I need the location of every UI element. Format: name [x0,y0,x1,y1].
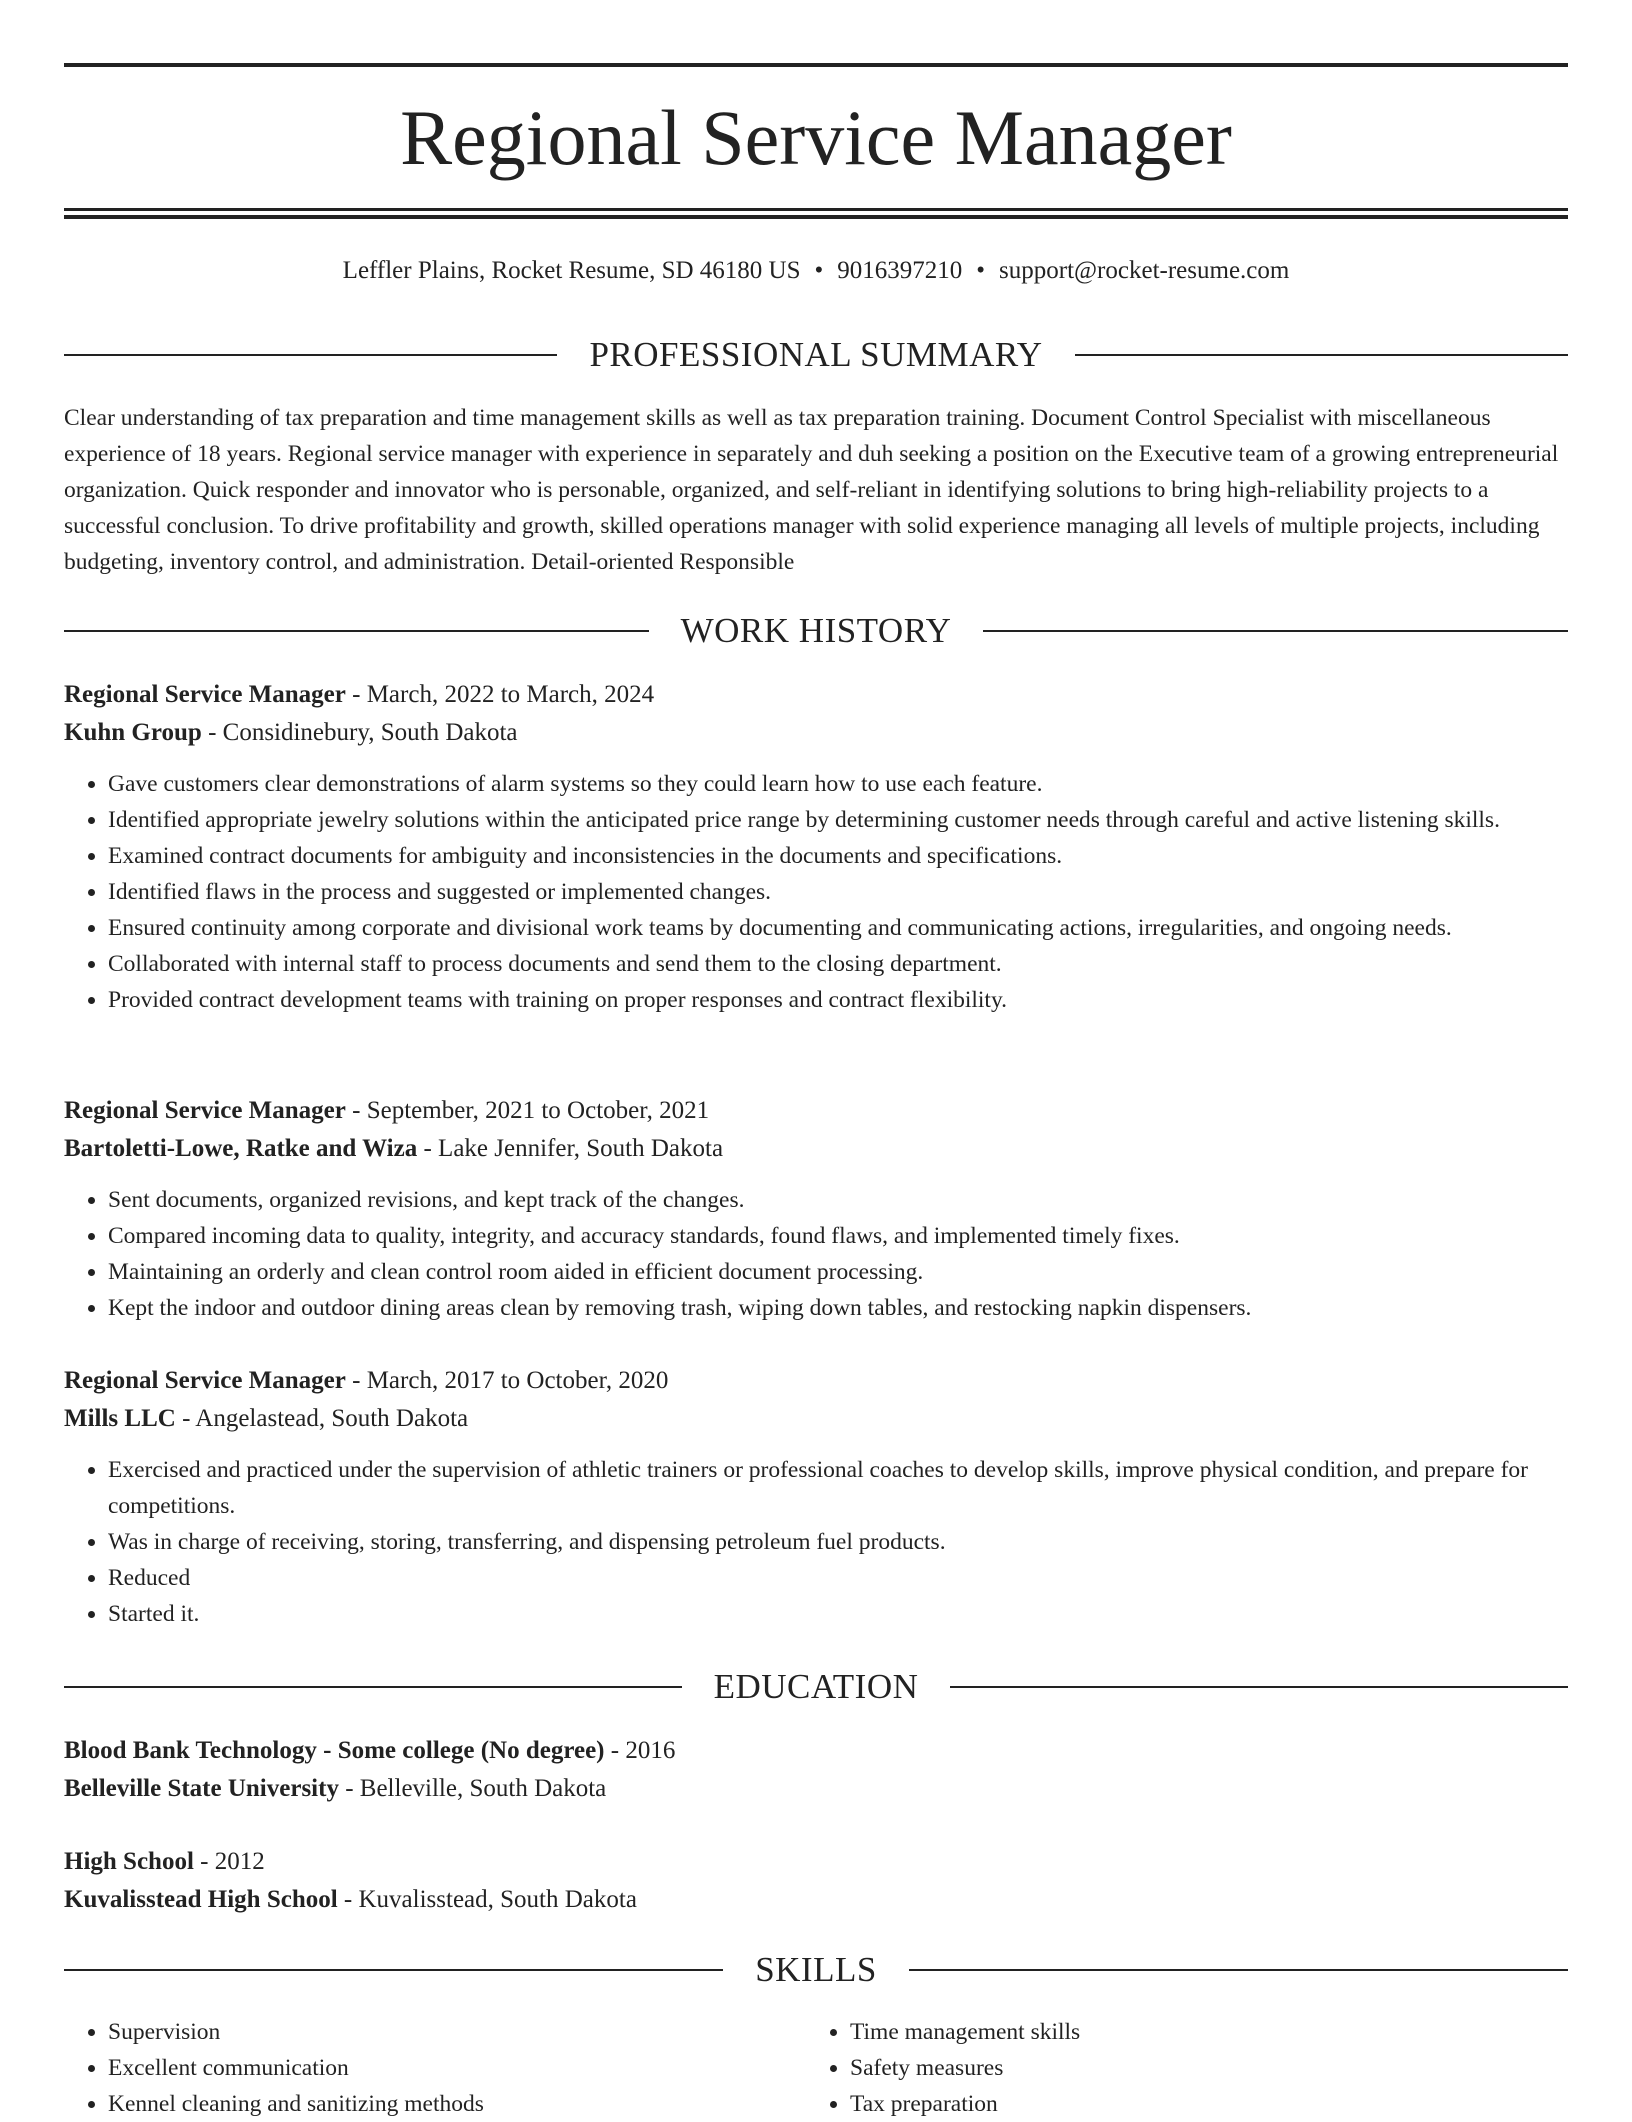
job-location: - Considinebury, South Dakota [201,719,518,746]
heading-rule [64,354,557,356]
skill-item: • Kennel cleaning and sanitizing methods [108,2086,806,2122]
education-location: - Belleville, South Dakota [338,1775,607,1802]
job-bullet: • Collaborated with internal staff to process documents and send them to the closing department. [108,946,1568,982]
education-school-line [64,1770,1568,1808]
contact-separator: • [814,257,824,284]
job-bullet: • Provided contract development teams with training on proper responses and contract flexibility. [108,982,1568,1018]
education-heading [64,1665,1568,1709]
job-title: Regional Service Manager [64,1097,346,1124]
job-company-line [64,714,1568,752]
job-bullets [64,1182,1568,1326]
job-bullet: • Identified appropriate jewelry solutions within the anticipated price range by determining customer needs through careful and active listening skills. [108,802,1568,838]
heading-rule [983,630,1568,632]
job-company-line [64,1400,1568,1438]
title-rule-lower [64,215,1568,219]
job-bullet: • Sent documents, organized revisions, and kept track of the changes. [108,1182,1568,1218]
job-bullet: • Started it. [108,1596,1568,1632]
job-title-line [64,1362,1568,1400]
page-title: Regional Service Manager [400,94,1232,181]
contact-address: Leffler Plains, Rocket Resume, SD 46180 US [342,257,801,284]
heading-rule [64,1969,723,1971]
job-bullet: • Maintaining an orderly and clean control room aided in efficient document processing. [108,1254,1568,1290]
job-bullets [64,1452,1568,1632]
education-heading-label: EDUCATION [713,1667,919,1706]
title-rule-upper [64,208,1568,211]
education-school-line [64,1881,1568,1919]
contact-line [64,254,1568,288]
job-bullet: • Examined contract documents for ambiguity and inconsistencies in the documents and specifications. [108,838,1568,874]
heading-rule [909,1969,1568,1971]
job-company: Kuhn Group [64,719,202,746]
skill-item: • Time management skills [850,2014,1548,2050]
job-bullet: • Exercised and practiced under the supervision of athletic trainers or professional coaches to develop skills, improve physical condition, and prepare for competitions. [108,1452,1568,1524]
contact-separator: • [976,257,986,284]
heading-rule [950,1686,1568,1688]
education-degree: Blood Bank Technology - Some college (No degree) [64,1737,605,1764]
job-entry [64,1092,1568,1326]
job-company: Bartoletti-Lowe, Ratke and Wiza [64,1135,418,1162]
education-degree-line [64,1843,1568,1881]
skill-item: • Tax preparation [850,2086,1548,2122]
job-bullet: • Compared incoming data to quality, integrity, and accuracy standards, found flaws, and implemented timely fixes. [108,1218,1568,1254]
education-school: Kuvalisstead High School [64,1886,338,1913]
skills-list [64,2014,1568,2122]
job-entry [64,1362,1568,1632]
job-bullet: • Gave customers clear demonstrations of alarm systems so they could learn how to use each feature. [108,766,1568,802]
education-year: - 2016 [604,1737,676,1764]
job-title-line [64,676,1568,714]
job-bullet: • Kept the indoor and outdoor dining areas clean by removing trash, wiping down tables, and restocking napkin dispensers. [108,1290,1568,1326]
summary-heading [64,333,1568,377]
education-year: - 2012 [193,1848,265,1875]
skill-item: • Safety measures [850,2050,1548,2086]
summary-heading-label: PROFESSIONAL SUMMARY [589,335,1043,374]
job-entry [64,676,1568,1018]
heading-rule [1075,354,1568,356]
job-company-line [64,1130,1568,1168]
contact-email: support@rocket-resume.com [999,257,1290,284]
top-rule [64,63,1568,67]
skills-column-right [806,2014,1548,2122]
education-location: - Kuvalisstead, South Dakota [337,1886,637,1913]
heading-rule [64,630,649,632]
job-bullet: • Was in charge of receiving, storing, transferring, and dispensing petroleum fuel products. [108,1524,1568,1560]
heading-rule [64,1686,682,1688]
job-dates: - September, 2021 to October, 2021 [345,1097,710,1124]
job-title-line [64,1092,1568,1130]
job-title: Regional Service Manager [64,681,346,708]
work-history-heading [64,609,1568,653]
skills-heading [64,1948,1568,1992]
job-company: Mills LLC [64,1405,176,1432]
job-dates: - March, 2022 to March, 2024 [345,681,655,708]
job-bullet: • Identified flaws in the process and suggested or implemented changes. [108,874,1568,910]
job-location: - Lake Jennifer, South Dakota [417,1135,724,1162]
summary-text: Clear understanding of tax preparation and time management skills as well as tax preparation training. Document Control Specialist with miscellaneous experience of 18 years. Regional service manager with experience in separately and duh seeking a position on the Executive team of a growing entrepreneurial organization. Quick responder and innovator who is personable, organized, and self-reliant in identifying solutions to bring high-reliability projects to a successful conclusion. To drive profitability and growth, skilled operations manager with solid experience managing all levels of multiple projects, including budgeting, inventory control, and administration. Detail-oriented Responsible [64,405,1559,575]
contact-phone: 9016397210 [837,257,963,284]
job-location: - Angelastead, South Dakota [175,1405,469,1432]
job-title: Regional Service Manager [64,1367,346,1394]
work-history-heading-label: WORK HISTORY [680,611,952,650]
skills-column-left [64,2014,806,2122]
education-school: Belleville State University [64,1775,339,1802]
skills-heading-label: SKILLS [755,1950,877,1989]
job-dates: - March, 2017 to October, 2020 [345,1367,669,1394]
education-entry [64,1732,1568,1808]
job-bullets [64,766,1568,1018]
education-degree-line [64,1732,1568,1770]
skill-item: • Excellent communication [108,2050,806,2086]
job-bullet: • Reduced [108,1560,1568,1596]
skill-item: • Supervision [108,2014,806,2050]
education-degree: High School [64,1848,194,1875]
education-entry [64,1843,1568,1919]
job-bullet: • Ensured continuity among corporate and divisional work teams by documenting and communicating actions, irregularities, and ongoing needs. [108,910,1568,946]
